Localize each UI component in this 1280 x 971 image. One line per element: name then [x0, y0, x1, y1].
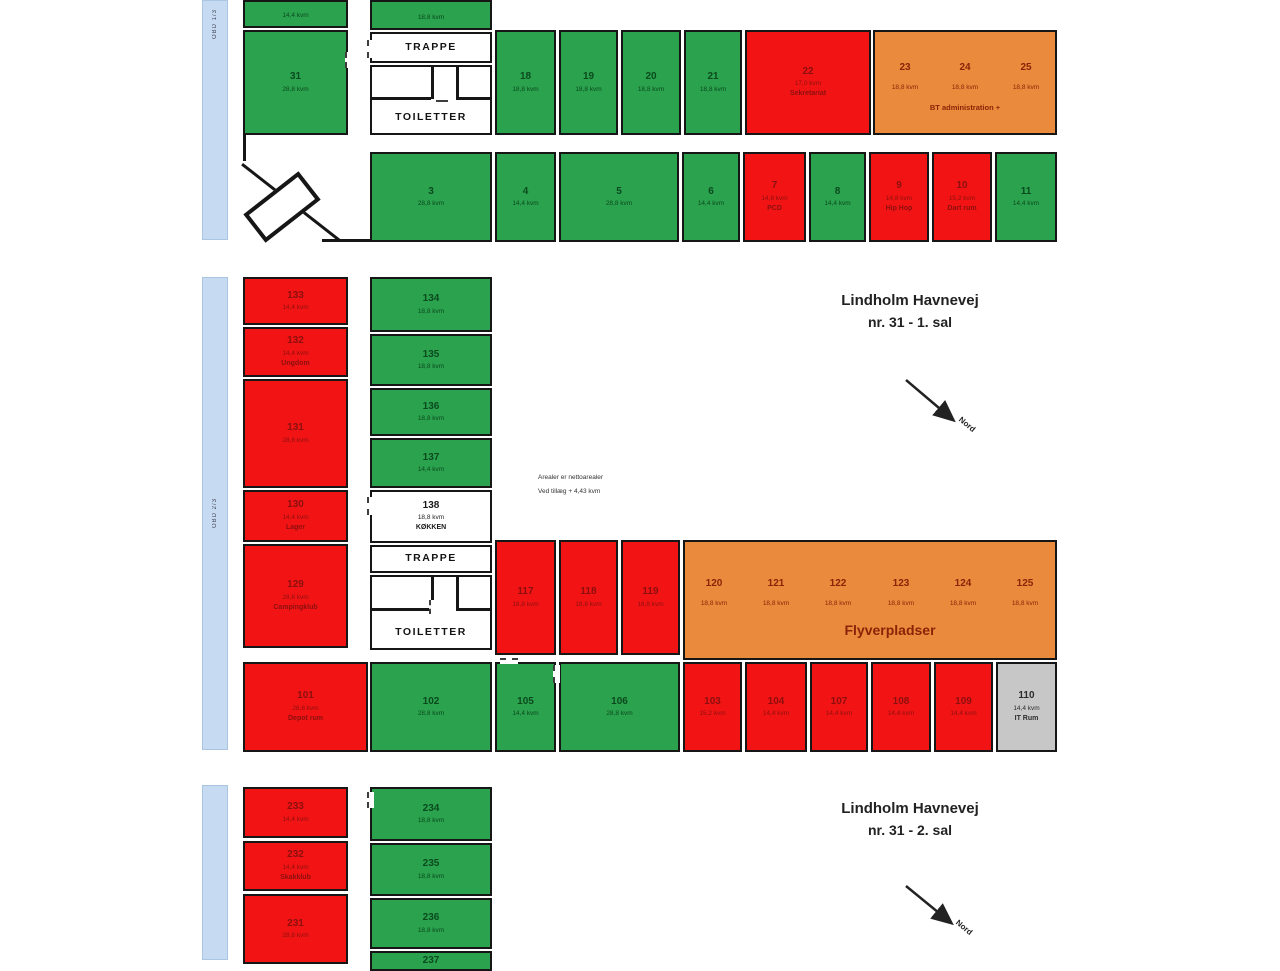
door-opening [367, 792, 374, 808]
room-area: 18,8 kvm [417, 926, 445, 934]
room-area: 18,8 kvm [512, 85, 539, 93]
room-number: 102 [422, 695, 440, 707]
room-label: TOILETTER [395, 110, 467, 123]
orange-block-label: BT administration + [929, 103, 1001, 112]
room-area: 18,8 kvm [637, 600, 664, 608]
room-number: 3 [428, 185, 434, 197]
page-edge-bar-text: OBD 2/3 [212, 498, 218, 529]
north-arrow-icon [902, 882, 958, 930]
room-area: 14,8 kvm [885, 194, 913, 202]
room-area: 14,4 kvm [282, 304, 309, 312]
room-area: 18,8 kvm [699, 85, 727, 93]
room-number: 134 [422, 293, 440, 305]
room-area: 28,8 kvm [282, 593, 309, 601]
room-237 [370, 951, 492, 971]
room-area: 14,4 kvm [282, 349, 309, 357]
room-area: 18,8 kvm [417, 415, 445, 423]
room-number: 101 [297, 690, 314, 702]
room-number: 135 [422, 348, 440, 360]
area-note-line2: Ved tillæg + 4,43 kvm [538, 488, 601, 495]
room-sublabel: Skakklub [280, 873, 311, 881]
room-area: 18,8 kvm [575, 600, 602, 608]
flyverpladser-label: Flyverpladser [844, 622, 936, 638]
room-area: 28,8 kvm [292, 704, 319, 712]
room-label: TRAPPE [405, 552, 457, 565]
room-area: 14,4 kvm [887, 710, 915, 718]
room-number: 31 [289, 71, 302, 83]
room-number: 106 [611, 695, 628, 707]
orange-room-122: 122 [829, 578, 847, 589]
room-number: 136 [422, 400, 440, 412]
room-area: 14,4 kvm [282, 815, 309, 823]
room-number: 21 [707, 71, 719, 83]
room-sublabel: IT Rum [1014, 714, 1039, 722]
orange-room-121: 121 [767, 578, 785, 589]
room-number: 117 [517, 586, 534, 598]
room-number: 133 [287, 289, 304, 301]
floor2-title-line2: nr. 31 - 2. sal [867, 822, 953, 838]
room-area: 18,8 kvm [417, 872, 445, 880]
room-number: 4 [522, 185, 529, 197]
room-area: 15,2 kvm [699, 710, 726, 718]
orange-room-25: 25 [1020, 62, 1032, 73]
room-number: 138 [422, 499, 440, 511]
room-232 [243, 841, 348, 891]
room-area: 14,4 kvm [950, 710, 977, 718]
room-sublabel: KØKKEN [415, 524, 447, 532]
room-area: 18,8 kvm [575, 85, 602, 93]
page-edge-bar-text: OBD 1/3 [212, 9, 218, 40]
room-number: 108 [892, 695, 910, 707]
room-number: 129 [287, 579, 304, 591]
orange-room-23-area: 18,8 kvm [891, 84, 919, 91]
room-number: 22 [802, 65, 814, 77]
room-number: 236 [422, 912, 440, 924]
orange-room-122-area: 18,8 kvm [824, 600, 852, 607]
room-number: 20 [645, 71, 657, 83]
room-number: 130 [287, 499, 304, 511]
room-number: 233 [287, 801, 304, 813]
room-number: 104 [767, 695, 785, 707]
room-sublabel: PCD [767, 204, 782, 212]
room-sublabel: Sekretariat [789, 90, 827, 98]
room-number: 132 [287, 335, 304, 347]
floor1-title-line1: Lindholm Havnevej [841, 292, 979, 309]
room-number: 235 [422, 858, 440, 870]
floor2-title-line1: Lindholm Havnevej [841, 800, 979, 817]
room-number: 137 [422, 451, 440, 463]
room-number: 234 [422, 802, 440, 814]
room-number: 11 [1020, 185, 1032, 197]
orange-room-121-area: 18,8 kvm [762, 600, 790, 607]
orange-room-125-area: 18,8 kvm [1011, 600, 1039, 607]
orange-room-120-area: 18,8 kvm [700, 600, 728, 607]
room-number: 103 [704, 695, 721, 707]
orange-room-25-area: 18,8 kvm [1012, 84, 1040, 91]
room-area: 17,0 kvm [794, 80, 822, 88]
room-area: 18,8 kvm [417, 13, 445, 21]
room-number: 107 [830, 695, 848, 707]
room-233 [243, 787, 348, 838]
page-edge-bar [202, 785, 228, 960]
room-number: 119 [642, 586, 659, 598]
room-number: 231 [287, 917, 304, 929]
room-area: 18,8 kvm [417, 363, 445, 371]
room-label: TOILETTER [395, 625, 467, 638]
room-area: 18,8 kvm [512, 600, 539, 608]
room-sublabel: Campingklub [273, 603, 318, 611]
room-area: 14,4 kvm [825, 710, 853, 718]
room-number: 109 [955, 695, 972, 707]
room-number: 10 [956, 180, 968, 192]
room-label: TRAPPE [405, 40, 457, 53]
room-number: 118 [580, 586, 597, 598]
room-sublabel: Hip Hop [885, 204, 913, 212]
room-number: 7 [771, 180, 778, 192]
floor1-title-line2: nr. 31 - 1. sal [867, 314, 953, 330]
orange-room-120: 120 [705, 578, 723, 589]
room-area: 14,4 kvm [512, 200, 539, 208]
room-area: 14,4 kvm [282, 11, 309, 19]
room-area: 14,4 kvm [512, 710, 539, 718]
orange-room-124-area: 18,8 kvm [949, 600, 977, 607]
orange-room-23: 23 [899, 62, 911, 73]
north-label-2: Nord [954, 918, 975, 937]
orange-room-24: 24 [959, 62, 971, 73]
room-number: 237 [422, 954, 440, 966]
room-area: 28,8 kvm [282, 932, 309, 940]
room-number: 8 [834, 185, 841, 197]
room-area: 28,8 kvm [417, 200, 445, 208]
room-236 [370, 898, 492, 949]
room-number: 18 [519, 71, 532, 83]
north-label: Nord [957, 415, 978, 434]
room-number: 5 [616, 185, 622, 197]
room-area: 15,2 kvm [948, 194, 976, 202]
room-234 [370, 787, 492, 841]
orange-room-124: 124 [954, 578, 972, 589]
room-area: 14,4 kvm [762, 710, 790, 718]
room-number: 131 [287, 422, 304, 434]
room-number: 110 [1018, 690, 1035, 702]
room-area: 14,4 kvm [697, 200, 725, 208]
room-area: 14,4 kvm [417, 466, 445, 474]
orange-room-125: 125 [1016, 578, 1034, 589]
room-number: 19 [582, 71, 595, 83]
orange-room-123-area: 18,8 kvm [887, 600, 915, 607]
room-sublabel: Depot rum [288, 714, 323, 722]
room-sublabel: Ungdom [281, 359, 310, 367]
room-235 [370, 843, 492, 896]
room-area: 14,4 kvm [282, 863, 309, 871]
room-area: 14,4 kvm [1012, 200, 1040, 208]
orange-room-123: 123 [892, 578, 910, 589]
room-area: 28,8 kvm [605, 200, 633, 208]
room-area: 18,8 kvm [417, 514, 445, 522]
room-area: 14,4 kvm [824, 200, 851, 208]
room-231 [243, 894, 348, 964]
room-sublabel: Dart rum [947, 204, 977, 212]
room-number: 105 [517, 695, 534, 707]
room-area: 28,8 kvm [417, 710, 445, 718]
orange-room-24-area: 18,8 kvm [951, 84, 979, 91]
room-area: 28,8 kvm [282, 436, 309, 444]
room-area: 18,8 kvm [637, 85, 665, 93]
room-area: 14,4 kvm [282, 513, 309, 521]
room-number: 232 [287, 849, 304, 861]
area-note-line1: Arealer er nettoarealer [538, 474, 604, 481]
room-area: 28,8 kvm [606, 710, 633, 718]
room-area: 18,8 kvm [417, 817, 445, 825]
room-area: 18,8 kvm [417, 307, 445, 315]
room-number: 6 [708, 185, 714, 197]
room-area: 14,8 kvm [761, 194, 788, 202]
room-area: 28,8 kvm [282, 85, 309, 93]
room-sublabel: Lager [285, 523, 306, 531]
room-area: 14,4 kvm [1013, 704, 1040, 712]
room-number: 9 [896, 180, 902, 192]
